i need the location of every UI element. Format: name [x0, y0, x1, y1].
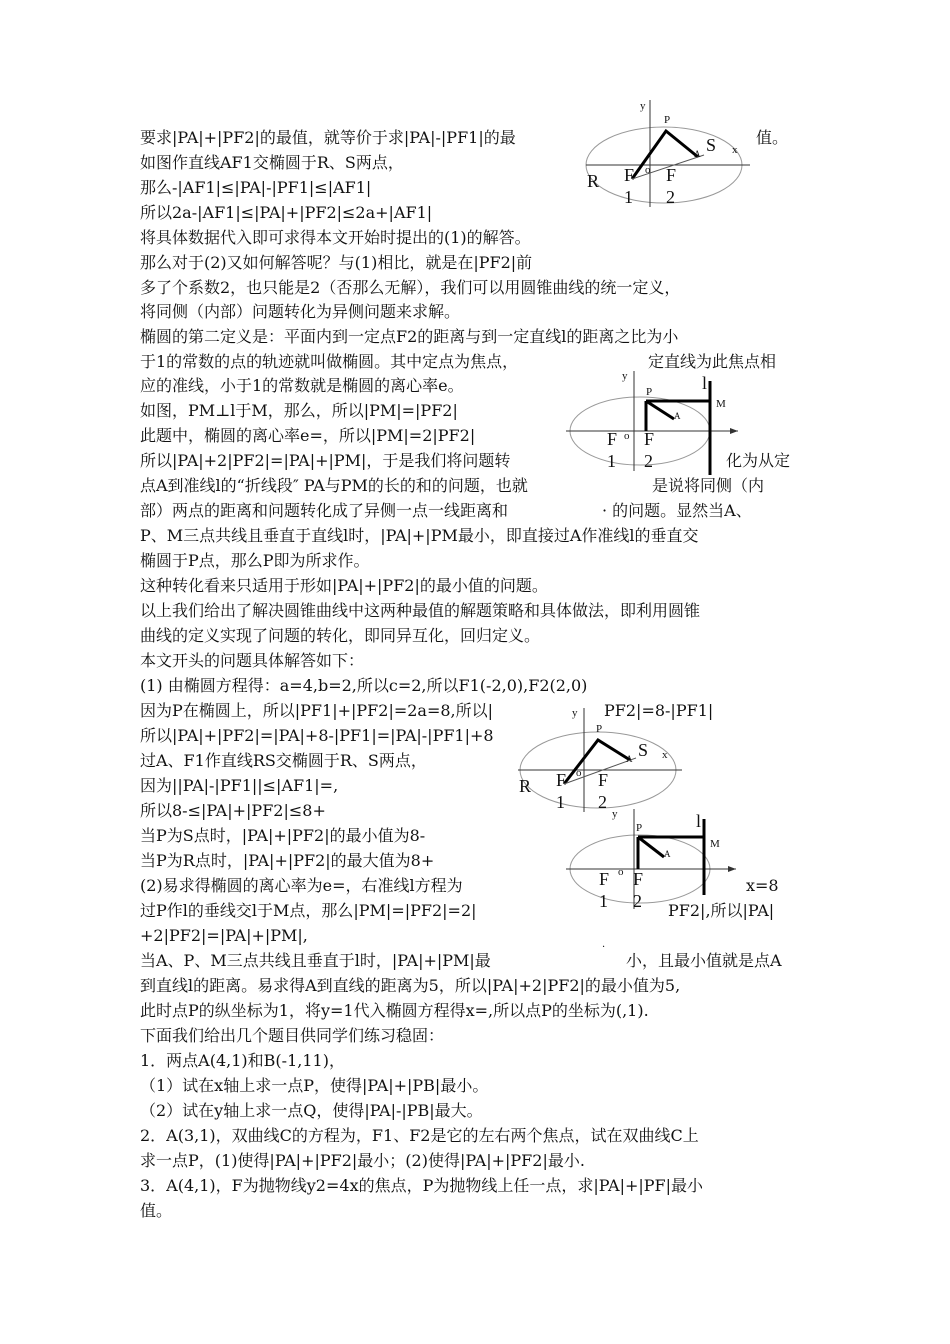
label-f1-sub: 1 — [556, 792, 565, 812]
text-fragment: 是说将同侧（内 — [652, 476, 765, 495]
label-m: M — [710, 838, 720, 850]
text-line: 应的准线，小于1的常数就是椭圆的离心率e。 — [140, 376, 464, 395]
text-line: 当P为R点时，|PA|+|PF2|的最大值为8+ — [140, 851, 435, 870]
text-line: P、M三点共线且垂直于直线l时，|PA|+|PM最小，即直接过A作准线l的垂直交 — [140, 526, 699, 545]
label-f1-sub: 1 — [599, 891, 608, 911]
label-l: l — [696, 811, 702, 831]
text-line: 那么对于(2)又如何解答呢？与(1)相比，就是在|PF2|前 — [140, 253, 533, 272]
label-r: R — [519, 776, 532, 796]
label-y: y — [640, 100, 646, 112]
segment-f1-p-a — [564, 740, 630, 784]
text-line: 本文开头的问题具体解答如下： — [140, 651, 365, 670]
label-s: S — [638, 740, 649, 760]
label-a: A — [674, 411, 681, 421]
text-line: (2)易求得椭圆的离心率为e=，右准线l方程为 — [140, 876, 463, 895]
label-y: y — [622, 370, 628, 382]
text-fragment: 值。 — [756, 128, 789, 147]
text-line: 到直线l的距离。易求得A到直线的距离为5，所以|PA|+2|PF2|的最小值为5, — [140, 976, 681, 995]
text-line: 所以|PA|+2|PF2|=|PA|+|PM|，于是我们将问题转 — [140, 451, 511, 470]
label-y: y — [572, 707, 578, 719]
label-p: P — [596, 723, 603, 735]
text-line: 所以8-≤|PA|+|PF2|≤8+ — [140, 801, 326, 820]
text-line: 将具体数据代入即可求得本文开始时提出的(1)的解答。 — [140, 228, 531, 247]
text-line: （1）试在x轴上求一点P，使得|PA|+|PB|最小。 — [140, 1076, 489, 1095]
text-line: 当P为S点时，|PA|+|PF2|的最小值为8- — [140, 826, 426, 845]
text-fragment: 化为从定 — [726, 451, 791, 470]
text-line: 于1的常数的点的轨迹就叫做椭圆。其中定点为焦点， — [140, 352, 519, 371]
text-line: 2．A(3,1)，双曲线C的方程为，F1、F2是它的左右两个焦点，试在双曲线C上 — [140, 1126, 699, 1145]
label-r: R — [587, 171, 600, 191]
text-fragment: · 的问题。显然当A、 — [602, 501, 752, 520]
text-line: 3．A(4,1)，F为抛物线y2=4x的焦点，P为抛物线上任一点，求|PA|+|PF|最小 — [140, 1176, 704, 1195]
text-line: 所以2a-|AF1|≤|PA|+|PF2|≤2a+|AF1| — [140, 203, 433, 222]
label-l: l — [702, 373, 708, 393]
text-line: 1．两点A(4,1)和B(-1,11)， — [140, 1051, 345, 1070]
label-m: M — [716, 398, 726, 410]
text-line: （2）试在y轴上求一点Q，使得|PA|-|PB|最大。 — [140, 1101, 483, 1120]
label-a: A — [626, 754, 633, 764]
x-axis-arrow — [728, 866, 736, 872]
text-line: 当A、P、M三点共线且垂直于l时，|PA|+|PM|最 — [140, 951, 491, 970]
text-line: 如图，PM⊥l于M，那么，所以|PM|=|PF2| — [140, 401, 458, 420]
segment-pa — [646, 401, 674, 419]
text-line: 这种转化看来只适用于形如|PA|+|PF2|的最小值的问题。 — [140, 576, 548, 595]
label-p: P — [636, 822, 643, 834]
label-origin: o — [576, 767, 582, 779]
text-line: 曲线的定义实现了问题的转化，即同异互化，回归定义。 — [140, 626, 541, 645]
label-f2: F — [644, 429, 655, 449]
text-line: 椭圆于P点，那么P即为所求作。 — [140, 551, 370, 570]
text-line: 下面我们给出几个题目供同学们练习稳固： — [140, 1026, 445, 1045]
label-p: P — [646, 386, 653, 398]
label-f1: F — [599, 869, 610, 889]
label-a: A — [664, 849, 671, 859]
text-line: 部）两点的距离和问题转化成了异侧一点一线距离和 — [140, 501, 509, 520]
ellipse-figure-directrix-solution — [562, 805, 752, 915]
text-line: 值。 — [140, 1201, 173, 1220]
text-line: 因为P在椭圆上，所以|PF1|+|PF2|=2a=8,所以| — [140, 701, 494, 720]
text-line: 以上我们给出了解决圆锥曲线中这两种最值的解题策略和具体做法，即利用圆锥 — [140, 601, 701, 620]
text-line: +2|PF2|=|PA|+|PM|, — [140, 926, 308, 945]
label-x: x — [732, 144, 738, 156]
label-f2-sub: 2 — [633, 891, 642, 911]
text-line: 此题中，椭圆的离心率e=，所以|PM|=2|PF2| — [140, 426, 476, 445]
label-f2-sub: 2 — [644, 451, 653, 471]
label-s: S — [706, 135, 717, 155]
label-f1: F — [607, 429, 618, 449]
text-line: 所以|PA|+|PF2|=|PA|+8-|PF1|=|PA|-|PF1|+8 — [140, 726, 494, 745]
label-p: P — [664, 114, 671, 126]
text-line: (1) 由椭圆方程得：a=4,b=2,所以c=2,所以F1(-2,0),F2(2,0) — [140, 676, 588, 695]
text-line: 此时点P的纵坐标为1，将y=1代入椭圆方程得x=,所以点P的坐标为(,1). — [140, 1001, 649, 1020]
label-f1-sub: 1 — [607, 451, 616, 471]
text-line: 过A、F1作直线RS交椭圆于R、S两点， — [140, 751, 427, 770]
text-line: 那么-|AF1|≤|PA|-|PF1|≤|AF1| — [140, 178, 372, 197]
x-axis-arrow — [730, 428, 738, 434]
segment-f1-p-a — [632, 131, 698, 179]
text-fragment: PF2|=8-|PF1| — [604, 701, 714, 720]
text-fragment: x=8 — [746, 876, 779, 895]
ellipse-figure-chord-solution — [512, 700, 692, 815]
label-origin: o — [645, 164, 651, 176]
label-y: y — [612, 808, 618, 820]
label-f1: F — [556, 770, 567, 790]
text-line: 求一点P，(1)使得|PA|+|PF2|最小；(2)使得|PA|+|PF2|最小. — [140, 1151, 585, 1170]
text-line: 多了个系数2，也只能是2（否那么无解），我们可以用圆锥曲线的统一定义， — [140, 278, 681, 297]
text-line: 椭圆的第二定义是：平面内到一定点F2的距离与到一定直线l的距离之比为小 — [140, 327, 679, 346]
text-fragment: PF2|,所以|PA| — [668, 901, 775, 920]
label-f2: F — [666, 165, 677, 185]
label-f2: F — [598, 770, 609, 790]
label-x: x — [662, 749, 668, 761]
label-f1-sub: 1 — [624, 187, 633, 207]
stray-dot: · — [602, 942, 606, 953]
label-f2-sub: 2 — [598, 792, 607, 812]
text-line: 点A到准线l的“折线段″ PA与PM的长的和的问题，也就 — [140, 476, 528, 495]
label-f2-sub: 2 — [666, 187, 675, 207]
text-fragment: 小，且最小值就是点A — [626, 951, 782, 970]
ellipse-figure-directrix — [562, 367, 752, 477]
ellipse-figure-chord — [580, 95, 760, 210]
text-line: 因为||PA|-|PF1||≤|AF1|=, — [140, 776, 339, 795]
label-origin: o — [624, 430, 630, 442]
label-origin: o — [618, 866, 624, 878]
text-line: 要求|PA|+|PF2|的最值，就等价于求|PA|-|PF1|的最 — [140, 128, 516, 147]
label-f2: F — [633, 869, 644, 889]
text-fragment: 定直线为此焦点相 — [648, 352, 777, 371]
label-f1: F — [624, 165, 635, 185]
label-a: A — [694, 149, 701, 159]
text-line: 将同侧（内部）问题转化为异侧问题来求解。 — [140, 302, 461, 321]
text-line: 过P作l的垂线交l于M点，那么|PM|=|PF2|=2| — [140, 901, 477, 920]
text-line: 如图作直线AF1交椭圆于R、S两点， — [140, 153, 404, 172]
segment-pa — [638, 837, 664, 857]
